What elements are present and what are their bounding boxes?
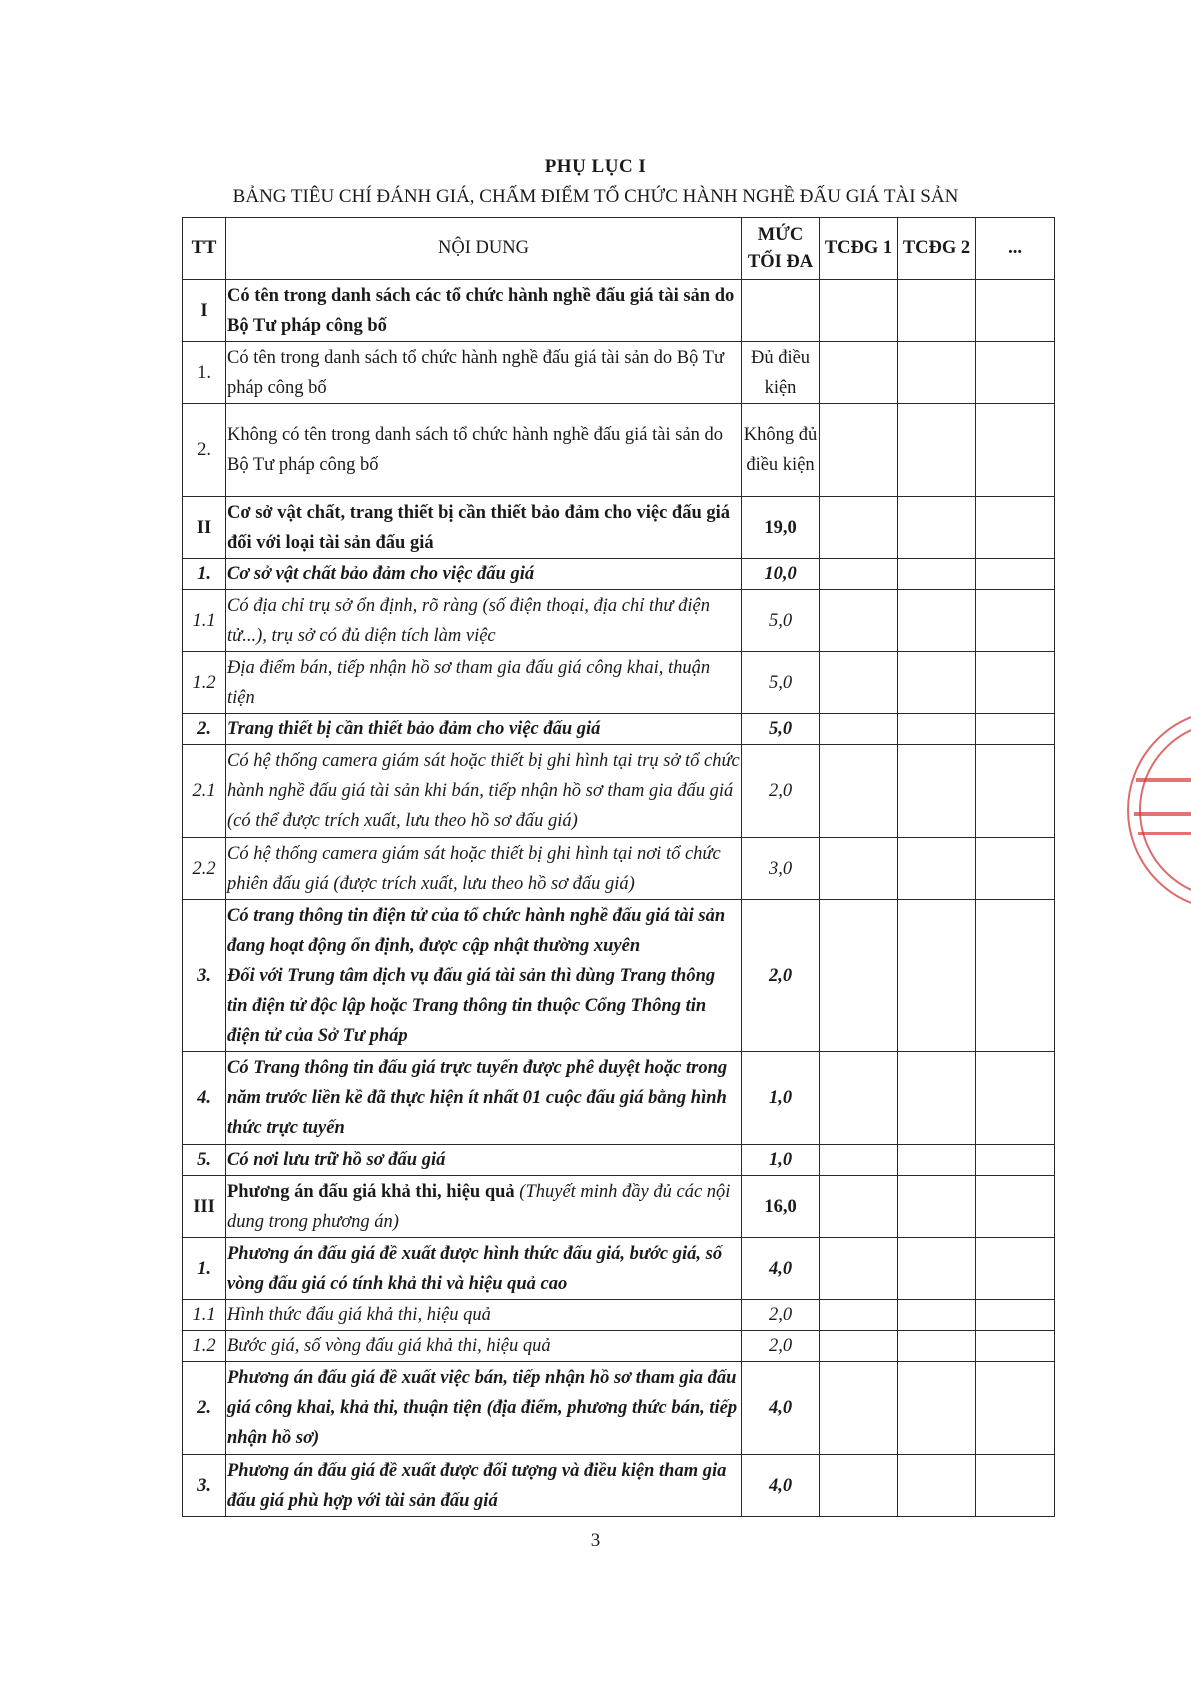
cell-more [976,1176,1055,1238]
row-number: 2. [183,714,226,745]
cell-tcdg2 [898,559,976,590]
page-number: 3 [590,1530,601,1551]
table-row [183,1176,1055,1238]
cell-more [976,404,1055,497]
cell-more [976,590,1055,652]
table-row [183,1052,1055,1145]
cell-tcdg1 [820,1238,898,1300]
header-tt: TT [183,218,226,280]
table-row [183,1362,1055,1455]
cell-more [976,1145,1055,1176]
cell-tcdg1 [820,590,898,652]
header-row [183,218,1055,280]
criteria-table [182,217,1055,1517]
cell-tcdg2 [898,1300,976,1331]
cell-tcdg2 [898,652,976,714]
cell-tcdg2 [898,714,976,745]
table-row [183,559,1055,590]
cell-more [976,838,1055,900]
cell-tcdg2 [898,342,976,404]
document-title: BẢNG TIÊU CHÍ ĐÁNH GIÁ, CHẤM ĐIỂM TỔ CHỨC HÀNH NGHỀ ĐẤU GIÁ TÀI SẢN [232,186,959,207]
row-content: Có tên trong danh sách các tổ chức hành nghề đấu giá tài sản do Bộ Tư pháp công bố [226,280,742,342]
header-max-line1: MỨC [757,224,804,245]
row-content: Có tên trong danh sách tổ chức hành nghề đấu giá tài sản do Bộ Tư pháp công bố [226,342,742,404]
cell-tcdg2 [898,745,976,838]
cell-tcdg1 [820,280,898,342]
cell-more [976,1331,1055,1362]
row-max-score: 4,0 [742,1238,820,1300]
cell-tcdg2 [898,404,976,497]
appendix-title: PHỤ LỤC I [544,156,647,177]
header-more: ... [976,218,1055,280]
cell-tcdg2 [898,1455,976,1517]
row-content-main: Có trang thông tin điện tử của tổ chức hành nghề đấu giá tài sản đang hoạt động ổn định, được cập nhật thường xuyên [227,905,726,956]
row-content: Địa điểm bán, tiếp nhận hồ sơ tham gia đấu giá công khai, thuận tiện [226,652,742,714]
row-content: Cơ sở vật chất bảo đảm cho việc đấu giá [226,559,742,590]
table-row [183,280,1055,342]
row-max-score [742,280,820,342]
row-content: Có hệ thống camera giám sát hoặc thiết bị ghi hình tại trụ sở tổ chức hành nghề đấu giá tài sản khi bán, tiếp nhận hồ sơ tham gia đấu giá (có thể được trích xuất, lưu theo hồ sơ đấu giá) [226,745,742,838]
cell-tcdg1 [820,497,898,559]
row-number: 2.2 [183,838,226,900]
row-content: Phương án đấu giá đề xuất được hình thức đấu giá, bước giá, số vòng đấu giá có tính khả thi và hiệu quả cao [226,1238,742,1300]
table-row [183,497,1055,559]
cell-tcdg2 [898,1145,976,1176]
row-content: Phương án đấu giá đề xuất được đối tượng và điều kiện tham gia đấu giá phù hợp với tài sản đấu giá [226,1455,742,1517]
cell-tcdg1 [820,342,898,404]
table-row [183,1145,1055,1176]
row-content: Bước giá, số vòng đấu giá khả thi, hiệu quả [226,1331,742,1362]
table-row [183,590,1055,652]
row-number: III [183,1176,226,1238]
row-number: 5. [183,1145,226,1176]
row-content-main: Phương án đấu giá khả thi, hiệu quả [227,1181,515,1202]
row-max-score: 2,0 [742,745,820,838]
table-row [183,714,1055,745]
row-number: 1. [183,559,226,590]
cell-tcdg1 [820,1300,898,1331]
row-max-score: Đủ điều kiện [742,342,820,404]
row-content-note: Đối với Trung tâm dịch vụ đấu giá tài sản thì dùng Trang thông tin điện tử độc lập hoặc Trang thông tin thuộc Cổng Thông tin điện tử của Sở Tư pháp [227,965,716,1046]
table-row [183,1455,1055,1517]
row-content: Hình thức đấu giá khả thi, hiệu quả [226,1300,742,1331]
table-row [183,342,1055,404]
cell-more [976,280,1055,342]
row-max-score: 1,0 [742,1052,820,1145]
cell-tcdg2 [898,1362,976,1455]
cell-more [976,745,1055,838]
row-content-note: (Thuyết minh đầy đủ các nội dung trong phương án) [227,1181,731,1232]
cell-tcdg1 [820,1052,898,1145]
row-max-score: Không đủ điều kiện [742,404,820,497]
row-number: 1. [183,1238,226,1300]
cell-tcdg1 [820,745,898,838]
table-row [183,900,1055,1052]
row-content: Có Trang thông tin đấu giá trực tuyến được phê duyệt hoặc trong năm trước liền kề đã thực hiện ít nhất 01 cuộc đấu giá bằng hình thức trực tuyến [226,1052,742,1145]
row-number: 3. [183,900,226,1052]
table-row [183,838,1055,900]
cell-tcdg2 [898,1331,976,1362]
row-max-score: 19,0 [742,497,820,559]
row-number: 2.1 [183,745,226,838]
cell-tcdg2 [898,900,976,1052]
cell-tcdg1 [820,1331,898,1362]
table-row [183,1238,1055,1300]
row-max-score: 5,0 [742,590,820,652]
row-max-score: 4,0 [742,1362,820,1455]
row-max-score: 2,0 [742,900,820,1052]
cell-tcdg2 [898,1052,976,1145]
table-row [183,652,1055,714]
table-row [183,1300,1055,1331]
row-number: 4. [183,1052,226,1145]
row-max-score: 3,0 [742,838,820,900]
header-max-score [742,218,820,280]
cell-tcdg1 [820,652,898,714]
row-content: Phương án đấu giá đề xuất việc bán, tiếp nhận hồ sơ tham gia đấu giá công khai, khả thi, thuận tiện (địa điểm, phương thức bán, tiếp nhận hồ sơ) [226,1362,742,1455]
cell-more [976,1362,1055,1455]
table-row [183,1331,1055,1362]
cell-more [976,342,1055,404]
cell-tcdg1 [820,900,898,1052]
header-tcdg1: TCĐG 1 [820,218,898,280]
header-tcdg2: TCĐG 2 [898,218,976,280]
row-number: 2. [183,1362,226,1455]
cell-tcdg2 [898,280,976,342]
cell-tcdg1 [820,838,898,900]
row-content: Có địa chỉ trụ sở ổn định, rõ ràng (số điện thoại, địa chỉ thư điện tử...), trụ sở có đủ diện tích làm việc [226,590,742,652]
row-number: 1.2 [183,1331,226,1362]
cell-more [976,652,1055,714]
cell-tcdg2 [898,838,976,900]
cell-tcdg2 [898,1238,976,1300]
row-number: 2. [183,404,226,497]
row-number: 1.2 [183,652,226,714]
table-row [183,404,1055,497]
cell-tcdg1 [820,1362,898,1455]
stamp-seal-icon [1118,700,1191,920]
cell-tcdg1 [820,714,898,745]
cell-more [976,1238,1055,1300]
row-max-score: 10,0 [742,559,820,590]
row-content: Không có tên trong danh sách tổ chức hành nghề đấu giá tài sản do Bộ Tư pháp công bố [226,404,742,497]
cell-tcdg2 [898,590,976,652]
cell-tcdg1 [820,1455,898,1517]
cell-tcdg1 [820,1176,898,1238]
row-max-score: 5,0 [742,652,820,714]
row-max-score: 1,0 [742,1145,820,1176]
row-number: 1.1 [183,1300,226,1331]
cell-tcdg1 [820,1145,898,1176]
cell-more [976,559,1055,590]
cell-tcdg1 [820,559,898,590]
row-content [226,1176,742,1238]
row-number: II [183,497,226,559]
cell-more [976,497,1055,559]
cell-tcdg2 [898,1176,976,1238]
cell-more [976,714,1055,745]
row-content [226,900,742,1052]
cell-more [976,1052,1055,1145]
cell-tcdg2 [898,497,976,559]
cell-more [976,1300,1055,1331]
table-row [183,745,1055,838]
row-max-score: 4,0 [742,1455,820,1517]
row-content: Có nơi lưu trữ hồ sơ đấu giá [226,1145,742,1176]
row-max-score: 2,0 [742,1331,820,1362]
cell-tcdg1 [820,404,898,497]
row-content: Trang thiết bị cần thiết bảo đảm cho việc đấu giá [226,714,742,745]
row-max-score: 2,0 [742,1300,820,1331]
row-number: I [183,280,226,342]
header-max-line2: TỐI ĐA [747,251,814,272]
header-content: NỘI DUNG [226,218,742,280]
row-content: Cơ sở vật chất, trang thiết bị cần thiết bảo đảm cho việc đấu giá đối với loại tài sản đấu giá [226,497,742,559]
row-max-score: 5,0 [742,714,820,745]
row-content: Có hệ thống camera giám sát hoặc thiết bị ghi hình tại nơi tổ chức phiên đấu giá (được trích xuất, lưu theo hồ sơ đấu giá) [226,838,742,900]
cell-more [976,900,1055,1052]
row-number: 1. [183,342,226,404]
row-number: 3. [183,1455,226,1517]
row-number: 1.1 [183,590,226,652]
cell-more [976,1455,1055,1517]
row-max-score: 16,0 [742,1176,820,1238]
